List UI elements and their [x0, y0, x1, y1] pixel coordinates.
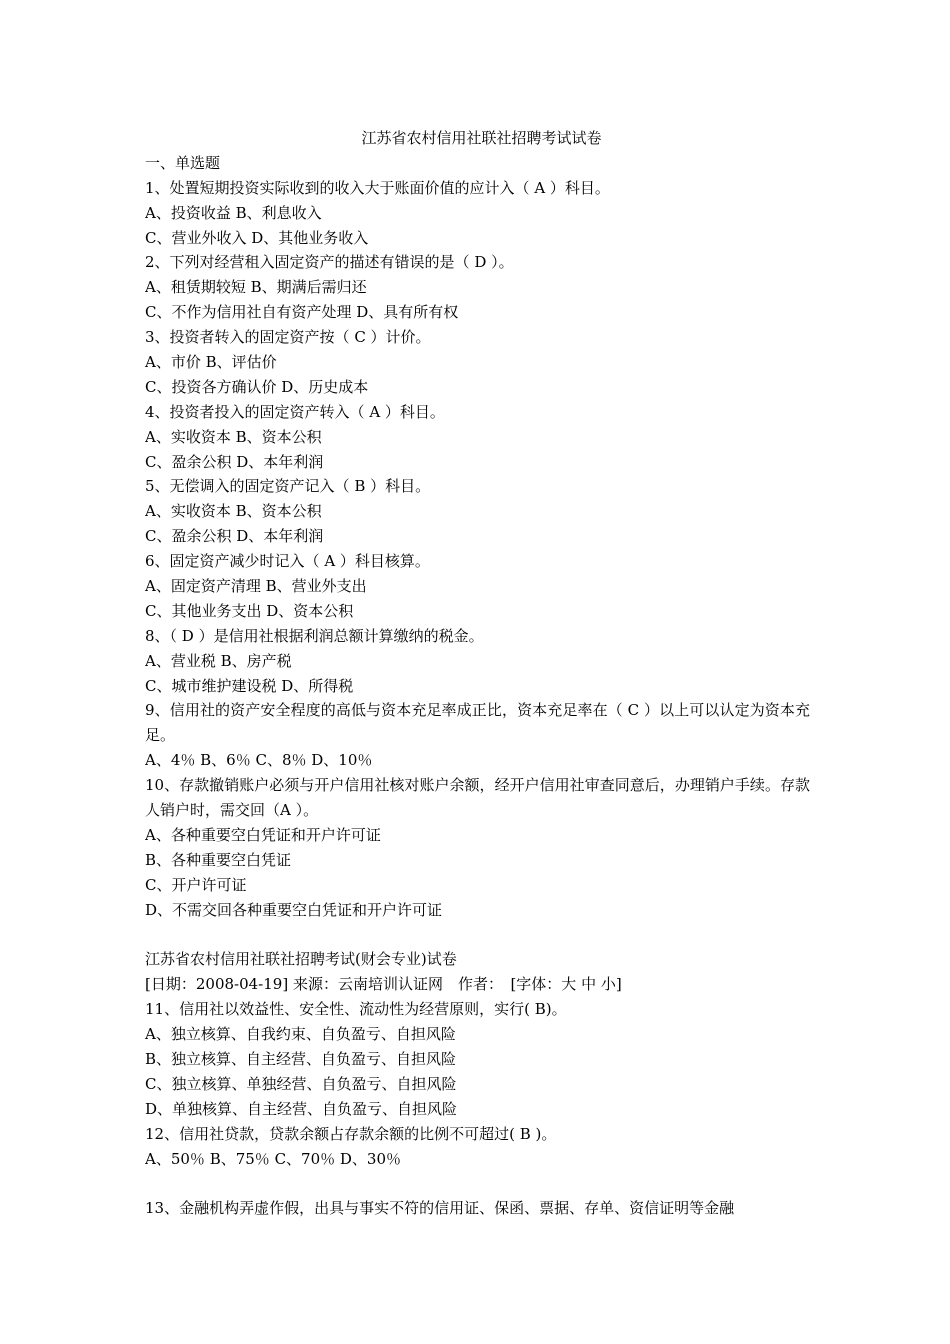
document-page [145, 126, 810, 1221]
question-8: 8、（ D ）是信用社根据利润总额计算缴纳的税金。 [145, 626, 484, 645]
blank-line [145, 1171, 810, 1196]
option-line: C、营业外收入 D、其他业务收入 [145, 228, 369, 247]
option-line: D、单独核算、自主经营、自负盈亏、自担风险 [145, 1099, 458, 1118]
option-line: C、开户许可证 [145, 875, 247, 894]
question-12: 12、信用社贷款，贷款余额占存款余额的比例不可超过( B )。 [145, 1124, 557, 1143]
option-line: A、营业税 B、房产税 [145, 651, 292, 670]
document-title: 江苏省农村信用社联社招聘考试试卷 [361, 129, 602, 147]
question-1: 1、处置短期投资实际收到的收入大于账面价值的应计入（ A ）科目。 [145, 178, 610, 197]
option-line: D、不需交回各种重要空白凭证和开户许可证 [145, 900, 443, 919]
option-line: A、投资收益 B、利息收入 [145, 203, 322, 222]
option-line: A、市价 B、评估价 [145, 353, 277, 372]
option-line: A、各种重要空白凭证和开户许可证 [145, 826, 381, 844]
option-line: A、固定资产清理 B、营业外支出 [145, 577, 367, 596]
option-line: A、50％ B、75％ C、70％ D、30％ [145, 1149, 402, 1168]
question-2: 2、下列对经营租入固定资产的描述有错误的是（ D ）。 [145, 253, 514, 272]
option-line: A、独立核算、自我约束、自负盈亏、自担风险 [145, 1025, 456, 1044]
option-line: C、独立核算、单独经营、自负盈亏、自担风险 [145, 1074, 457, 1093]
question-5: 5、无偿调入的固定资产记入（ B ）科目。 [145, 477, 431, 496]
question-13: 13、金融机构弄虚作假，出具与事实不符的信用证、保函、票据、存单、资信证明等金融 [145, 1199, 735, 1218]
option-line: C、盈余公积 D、本年利润 [145, 527, 324, 546]
question-6: 6、固定资产减少时记入（ A ）科目核算。 [145, 552, 430, 571]
option-line: B、独立核算、自主经营、自负盈亏、自担风险 [145, 1050, 457, 1069]
option-line: A、4％ B、6％ C、8％ D、10％ [145, 751, 373, 770]
option-line: B、各种重要空白凭证 [145, 850, 292, 869]
option-line: C、城市维护建设税 D、所得税 [145, 676, 354, 695]
question-4: 4、投资者投入的固定资产转入（ A ）科目。 [145, 402, 445, 421]
question-10: 10、存款撤销账户必须与开户信用社核对账户余额，经开户信用社审查同意后，办理销户手续。存款人销户时，需交回（A ）。 [145, 776, 810, 820]
option-line: C、其他业务支出 D、资本公积 [145, 601, 354, 620]
question-11: 11、信用社以效益性、安全性、流动性为经营原则，实行( B)。 [145, 1000, 567, 1019]
option-line: C、投资各方确认价 D、历史成本 [145, 377, 369, 396]
blank-line [145, 923, 810, 948]
question-3: 3、投资者转入的固定资产按（ C ）计价。 [145, 328, 431, 347]
option-line: C、不作为信用社自有资产处理 D、具有所有权 [145, 303, 459, 322]
question-9: 9、信用社的资产安全程度的高低与资本充足率成正比，资本充足率在（ C ）以上可以认定为资本充足。 [145, 701, 810, 745]
section-heading: 一、单选题 [145, 153, 221, 172]
option-line: A、实收资本 B、资本公积 [145, 502, 322, 521]
article-meta: [日期：2008-04-19] 来源：云南培训认证网 作者： [字体：大 中 小] [145, 975, 622, 994]
option-line: A、租赁期较短 B、期满后需归还 [145, 278, 367, 297]
option-line: C、盈余公积 D、本年利润 [145, 452, 324, 471]
second-exam-title: 江苏省农村信用社联社招聘考试(财会专业)试卷 [145, 950, 457, 969]
option-line: A、实收资本 B、资本公积 [145, 427, 322, 446]
